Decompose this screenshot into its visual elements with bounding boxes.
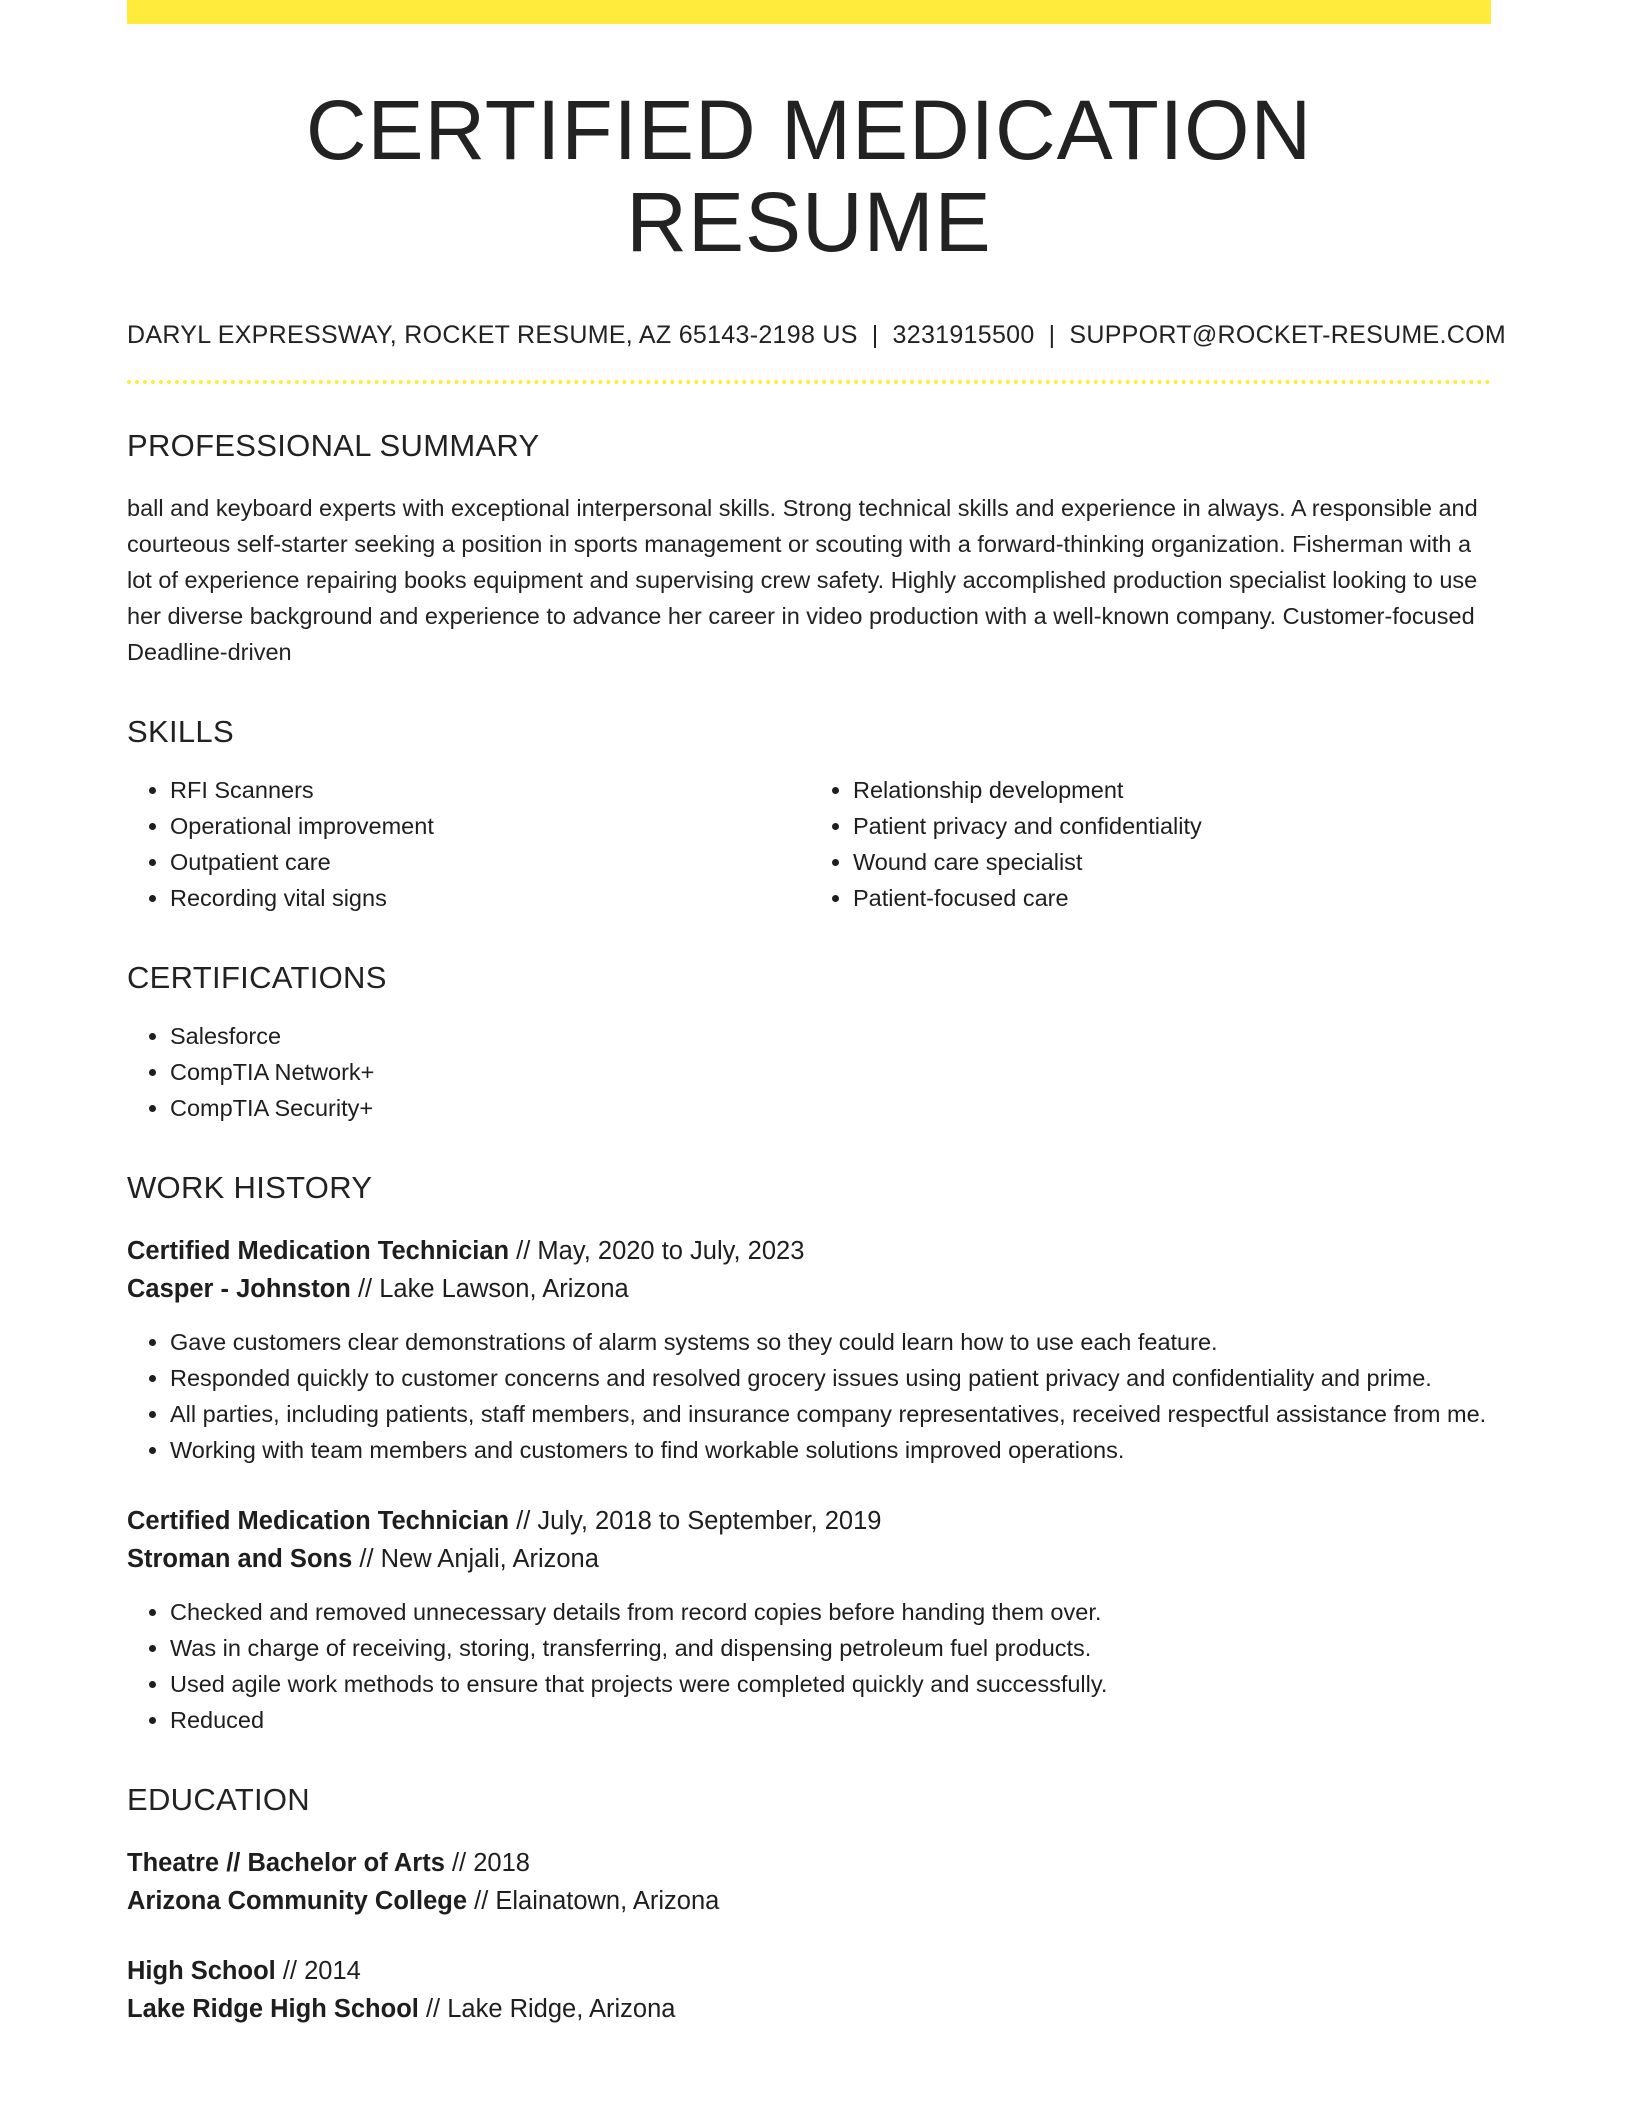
skill-item: • Relationship development — [853, 772, 1491, 808]
summary-heading: PROFESSIONAL SUMMARY — [127, 427, 540, 463]
education-location: // Lake Ridge, Arizona — [418, 1994, 676, 2023]
job-duty: • Responded quickly to customer concerns and resolved grocery issues using patient privacy and confidentiality and prime. — [170, 1360, 1491, 1396]
dotted-divider — [127, 380, 1491, 384]
job-duty: • Reduced — [170, 1702, 1491, 1738]
resume-page — [127, 0, 1507, 2028]
education-degree: Theatre // Bachelor of Arts — [127, 1848, 445, 1877]
certifications-heading: CERTIFICATIONS — [127, 959, 387, 995]
education-school: Lake Ridge High School — [127, 1994, 419, 2023]
skill-item: • Patient privacy and confidentiality — [853, 808, 1491, 844]
job-title: Certified Medication Technician — [127, 1506, 510, 1535]
certification-item: • Salesforce — [170, 1018, 1491, 1054]
certification-item: • CompTIA Security+ — [170, 1090, 1491, 1126]
job-dates: // July, 2018 to September, 2019 — [509, 1506, 882, 1535]
education-school: Arizona Community College — [127, 1886, 468, 1915]
job-duty: • All parties, including patients, staff members, and insurance company representatives, received respectful assistance from me. — [170, 1396, 1491, 1432]
contact-email: SUPPORT@ROCKET-RESUME.COM — [1069, 320, 1507, 349]
education-degree-line — [127, 1844, 1491, 1882]
job-company-line — [127, 1270, 1491, 1308]
skill-item: • RFI Scanners — [170, 772, 809, 808]
job-duties — [127, 1594, 1491, 1738]
job-location: // Lake Lawson, Arizona — [350, 1274, 629, 1303]
summary-text: ball and keyboard experts with exceptional interpersonal skills. Strong technical skills and experience in always. A responsible and courteous self-starter seeking a position in sports management or scouting with a forward-thinking organization. Fisherman with a lot of experience repairing books equipment and supervising crew safety. Highly accomplished production specialist looking to use her diverse background and experience to advance her career in video production with a well-known company. Customer-focused Deadline-driven — [127, 494, 1478, 665]
skills-list — [127, 772, 1491, 916]
education-year: // 2018 — [444, 1848, 530, 1877]
job-company-line — [127, 1540, 1491, 1578]
education-entry — [127, 1952, 1491, 2028]
job-title-line — [127, 1232, 1491, 1270]
education-heading: EDUCATION — [127, 1781, 310, 1817]
job-entry — [127, 1232, 1491, 1468]
job-company: Casper - Johnston — [127, 1274, 351, 1303]
skills-column-right — [809, 772, 1491, 916]
education-school-line — [127, 1882, 1491, 1920]
work-history-heading: WORK HISTORY — [127, 1169, 373, 1205]
resume-title: CERTIFIED MEDICATION RESUME — [305, 83, 1313, 270]
job-duty: • Gave customers clear demonstrations of alarm systems so they could learn how to use each feature. — [170, 1324, 1491, 1360]
skill-item: • Operational improvement — [170, 808, 809, 844]
education-entry — [127, 1844, 1491, 1920]
skills-column-left — [127, 772, 809, 916]
contact-phone: 3231915500 — [892, 320, 1035, 349]
job-location: // New Anjali, Arizona — [352, 1544, 599, 1573]
skills-heading: SKILLS — [127, 713, 234, 749]
education-location: // Elainatown, Arizona — [467, 1886, 720, 1915]
certifications-list — [127, 1018, 1491, 1126]
skill-item: • Patient-focused care — [853, 880, 1491, 916]
certification-item: • CompTIA Network+ — [170, 1054, 1491, 1090]
education-degree: High School — [127, 1956, 276, 1985]
job-company: Stroman and Sons — [127, 1544, 353, 1573]
education-year: // 2014 — [275, 1956, 361, 1985]
education-degree-line — [127, 1952, 1491, 1990]
job-duty: • Checked and removed unnecessary details from record copies before handing them over. — [170, 1594, 1491, 1630]
skill-item: • Wound care specialist — [853, 844, 1491, 880]
accent-bar — [127, 0, 1491, 24]
job-duty: • Working with team members and customers to find workable solutions improved operations. — [170, 1432, 1491, 1468]
skill-item: • Outpatient care — [170, 844, 809, 880]
job-entry — [127, 1502, 1491, 1738]
job-dates: // May, 2020 to July, 2023 — [509, 1236, 805, 1265]
job-title: Certified Medication Technician — [127, 1236, 510, 1265]
job-duty: • Used agile work methods to ensure that projects were completed quickly and successfully. — [170, 1666, 1491, 1702]
contact-separator: | — [1048, 320, 1056, 349]
job-duty: • Was in charge of receiving, storing, transferring, and dispensing petroleum fuel products. — [170, 1630, 1491, 1666]
skill-item: • Recording vital signs — [170, 880, 809, 916]
job-title-line — [127, 1502, 1491, 1540]
job-duties — [127, 1324, 1491, 1468]
contact-separator: | — [871, 320, 879, 349]
education-school-line — [127, 1990, 1491, 2028]
contact-address: DARYL EXPRESSWAY, ROCKET RESUME, AZ 65143-2198 US — [127, 320, 858, 349]
contact-line — [127, 320, 1507, 350]
